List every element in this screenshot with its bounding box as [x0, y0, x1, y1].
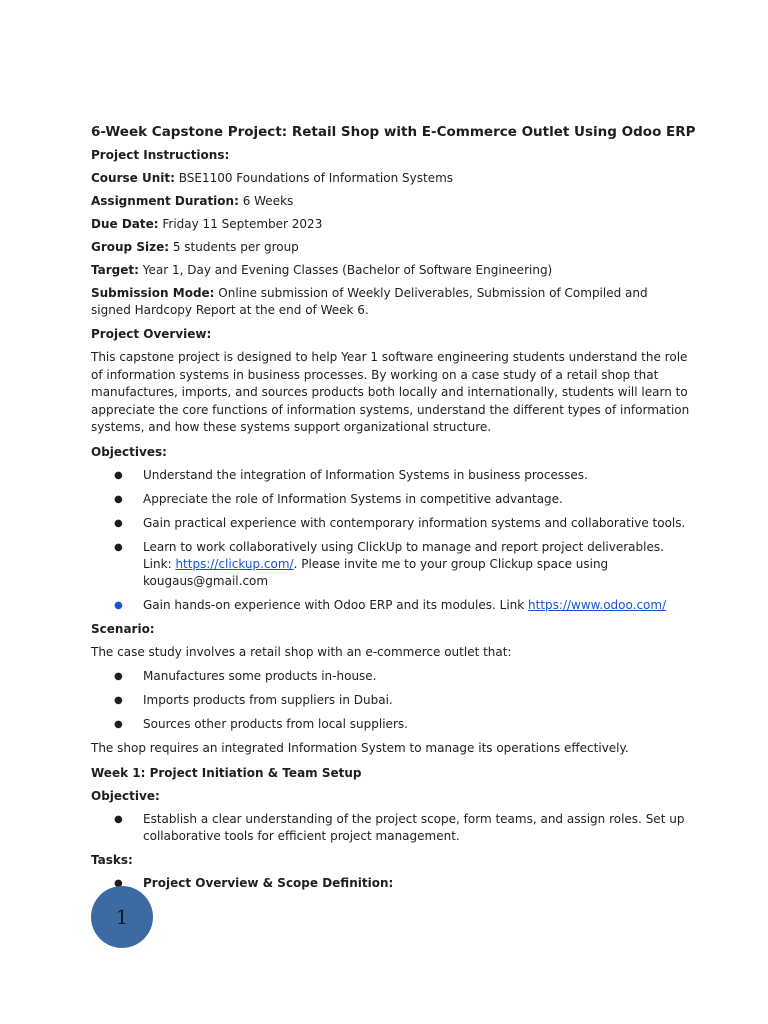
duration-value: 6 Weeks [238, 194, 294, 208]
target-value: Year 1, Day and Evening Classes (Bachelor of Software Engineering) [138, 263, 553, 277]
clickup-text-after: . Please invite me to your group Clickup space using kougaus@gmail.com [143, 556, 609, 588]
odoo-link[interactable]: https://www.odoo.com/ [528, 597, 667, 612]
list-item: ● Establish a clear understanding of the project scope, form teams, and assign roles. Set up collaborative tools for efficient project management. [91, 811, 691, 845]
odoo-text-before: Gain hands-on experience with Odoo ERP and its modules. Link [143, 597, 529, 612]
objectives-heading: Objectives: [91, 444, 167, 459]
submission-mode-field [91, 285, 691, 319]
clickup-link[interactable]: https://clickup.com/ [175, 556, 294, 571]
duration-field [91, 193, 691, 209]
course-unit-label: Course Unit: [91, 171, 175, 185]
target-label: Target: [91, 263, 139, 277]
instructions-heading: Project Instructions: [91, 148, 230, 162]
objectives-list [91, 467, 691, 614]
submission-mode-value: Online submission of Weekly Deliverables, Submission of Compiled and signed Hardcopy Report at the end of Week 6. [91, 286, 648, 317]
week1-heading: Week 1: Project Initiation & Team Setup [91, 765, 362, 780]
page-number-badge [91, 886, 153, 948]
course-unit-field [91, 170, 691, 186]
list-item: ● Manufactures some products in-house. [91, 668, 691, 685]
list-item: ● Imports products from suppliers in Dubai. [91, 692, 691, 709]
clickup-text-before: Learn to work collaboratively using ClickUp to manage and report project deliverables. Link: [143, 539, 664, 571]
tasks-list [91, 875, 691, 892]
list-item: ● Gain practical experience with contemporary information systems and collaborative tools. [91, 515, 691, 532]
group-size-field [91, 239, 691, 255]
course-unit-value: BSE1100 Foundations of Information Systems [178, 171, 454, 185]
target-field [91, 262, 691, 278]
due-date-field [91, 216, 691, 232]
due-date-label: Due Date: [91, 217, 159, 231]
document-title: 6-Week Capstone Project: Retail Shop with E-Commerce Outlet Using Odoo ERP [91, 124, 696, 140]
duration-label: Assignment Duration: [91, 194, 239, 208]
list-item: ● Appreciate the role of Information Systems in competitive advantage. [91, 491, 691, 508]
list-item: ● Sources other products from local suppliers. [91, 716, 691, 733]
due-date-value: Friday 11 September 2023 [158, 217, 323, 231]
week1-objective-list [91, 811, 691, 845]
scenario-heading: Scenario: [91, 621, 155, 636]
objective-heading: Objective: [91, 788, 160, 803]
list-item: ● Understand the integration of Information Systems in business processes. [91, 467, 691, 484]
overview-heading: Project Overview: [91, 327, 212, 341]
list-item-odoo [91, 597, 691, 614]
scenario-outro: The shop requires an integrated Information System to manage its operations effectively. [91, 741, 629, 755]
page-number: 1 [115, 905, 129, 929]
list-item: ● Project Overview & Scope Definition: [91, 875, 691, 892]
tasks-heading: Tasks: [91, 852, 133, 867]
scenario-intro: The case study involves a retail shop with an e-commerce outlet that: [91, 644, 512, 659]
document-content [91, 124, 696, 899]
scenario-list [91, 668, 691, 733]
group-size-value: 5 students per group [169, 240, 299, 254]
submission-mode-label: Submission Mode: [91, 286, 215, 300]
overview-text: This capstone project is designed to help Year 1 software engineering students understand the role of information systems in business processes. By working on a case study of a retail shop that manufactures, imports, and sources products both locally and internationally, students will learn to appreciate the core functions of information systems, understand the different types of information systems, and how these systems support organizational structure. [91, 350, 690, 434]
list-item-clickup [91, 539, 691, 590]
group-size-label: Group Size: [91, 240, 169, 254]
